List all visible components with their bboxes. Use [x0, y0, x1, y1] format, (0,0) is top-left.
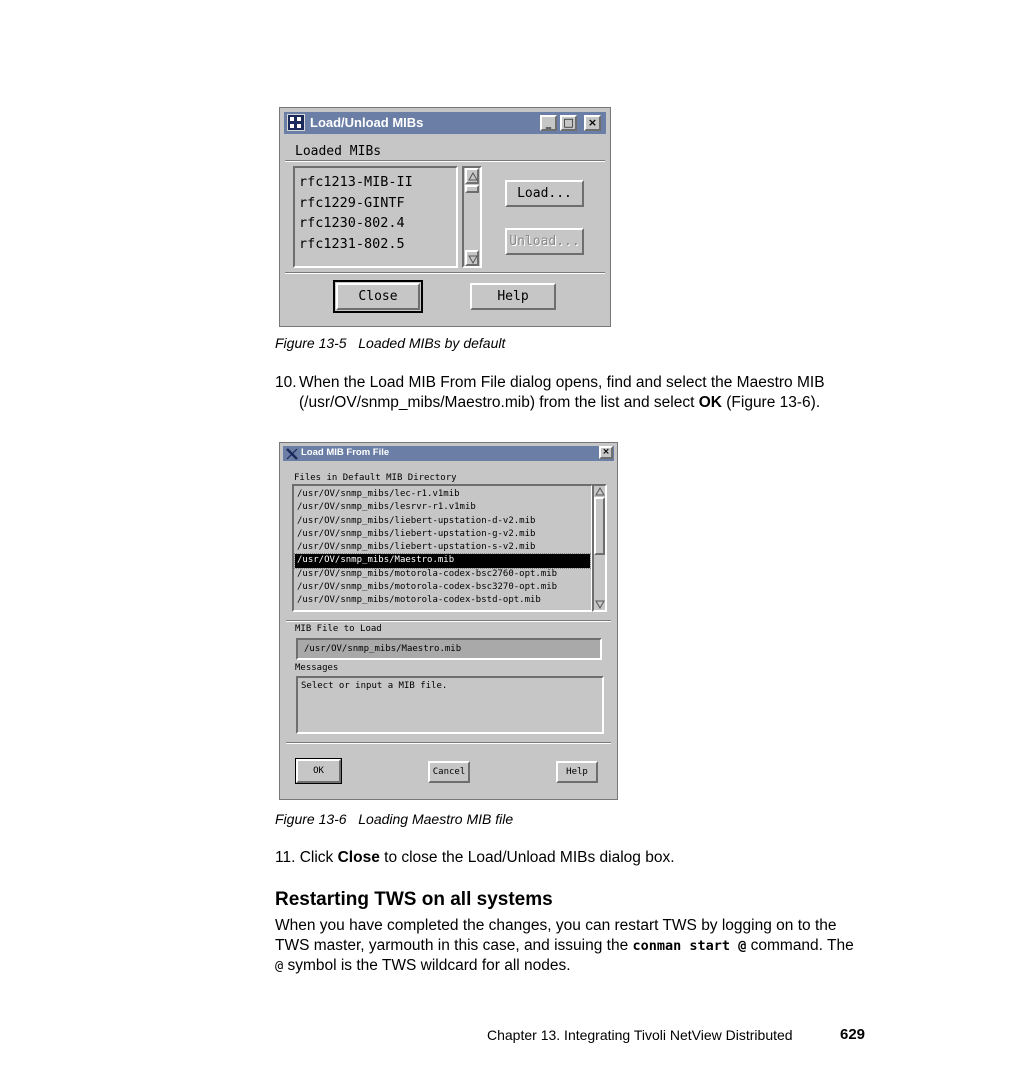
section-paragraph [275, 916, 860, 976]
list-item[interactable]: rfc1229-GINTF [299, 194, 405, 211]
title-bar[interactable] [284, 112, 606, 134]
scroll-down-button[interactable] [465, 250, 479, 266]
step-text: When the Load MIB From File dialog opens, find and select the Maestro MIB (/usr/OV/snmp_mibs/Maestro.mib) from the list and select [299, 374, 825, 411]
maximize-button[interactable] [560, 115, 577, 131]
list-item[interactable]: rfc1231-802.5 [299, 235, 405, 252]
close-icon: × [602, 447, 610, 457]
minimize-button[interactable] [540, 115, 557, 131]
mib-file-label: MIB File to Load [295, 624, 382, 634]
load-mib-from-file-window [279, 442, 618, 800]
window-title: Load MIB From File [301, 447, 390, 458]
group-divider-top [285, 160, 605, 162]
list-item[interactable]: rfc1213-MIB-II [299, 174, 413, 190]
divider-bottom [286, 742, 611, 744]
para-text: symbol is the TWS wildcard for all nodes. [283, 957, 571, 974]
arrow-up-icon [595, 487, 605, 496]
list-item[interactable]: /usr/OV/snmp_mibs/motorola-codex-bstd-opt.mib [297, 595, 541, 606]
unload-button[interactable]: Unload... [505, 228, 584, 255]
step-number: 10. [275, 374, 297, 391]
para-text: command. The [746, 937, 854, 954]
loaded-mibs-label: Loaded MIBs [295, 144, 382, 159]
window-title: Load/Unload MIBs [310, 115, 424, 130]
inline-code: @ [275, 958, 284, 974]
group-divider-bottom [285, 272, 605, 274]
help-button[interactable]: Help [470, 283, 556, 310]
list-item[interactable]: /usr/OV/snmp_mibs/Maestro.mib [295, 554, 590, 567]
scroll-up-button[interactable] [465, 168, 479, 184]
load-unload-mibs-window [279, 107, 611, 327]
step-text-end: (Figure 13-6). [721, 394, 821, 411]
footer-chapter: Chapter 13. Integrating Tivoli NetView Distributed [487, 1027, 793, 1043]
app-icon [287, 114, 305, 131]
close-icon: × [587, 116, 598, 129]
ok-button[interactable]: OK [296, 759, 341, 783]
close-window-button[interactable] [584, 115, 601, 131]
help-button[interactable]: Help [556, 761, 598, 783]
cancel-button[interactable]: Cancel [428, 761, 470, 783]
list-item[interactable]: /usr/OV/snmp_mibs/liebert-upstation-s-v2.mib [297, 542, 536, 553]
arrow-up-icon [468, 172, 478, 182]
maximize-icon: □ [563, 116, 574, 129]
mib-file-list[interactable] [292, 484, 593, 612]
figure-caption-13-6: Figure 13-6 Loading Maestro MIB file [275, 811, 514, 827]
step-bold: Close [337, 849, 380, 866]
footer-page-number: 629 [840, 1026, 866, 1043]
x-logo-icon [286, 448, 298, 460]
list-item[interactable]: /usr/OV/snmp_mibs/motorola-codex-bsc2760-opt.mib [297, 568, 558, 579]
mib-file-input[interactable]: /usr/OV/snmp_mibs/Maestro.mib [296, 638, 602, 660]
load-button[interactable]: Load... [505, 180, 584, 207]
messages-label: Messages [295, 663, 339, 673]
figure-caption-13-5: Figure 13-5 Loaded MIBs by default [275, 335, 506, 351]
close-button-focus-ring [333, 280, 423, 313]
step-11 [275, 848, 875, 868]
file-list-scrollbar[interactable] [592, 484, 607, 612]
step-text-end: to close the Load/Unload MIBs dialog box. [379, 849, 675, 866]
files-label: Files in Default MIB Directory [294, 473, 457, 483]
scroll-thumb[interactable] [465, 185, 479, 193]
inline-code: conman start @ [632, 938, 747, 954]
step-number: 11. [275, 849, 296, 866]
list-item[interactable]: /usr/OV/snmp_mibs/motorola-codex-bsc3270-opt.mib [297, 582, 558, 593]
messages-box: Select or input a MIB file. [296, 676, 604, 734]
list-item[interactable]: rfc1230-802.4 [299, 215, 405, 231]
list-scrollbar[interactable] [462, 166, 482, 268]
section-heading: Restarting TWS on all systems [275, 889, 553, 910]
list-item[interactable]: /usr/OV/snmp_mibs/liebert-upstation-d-v2.mib [297, 515, 536, 526]
divider [286, 620, 611, 622]
title-bar[interactable] [283, 446, 614, 461]
close-button[interactable]: Close [336, 283, 420, 310]
step-10 [275, 373, 875, 413]
list-item[interactable]: /usr/OV/snmp_mibs/lec-r1.v1mib [297, 489, 460, 499]
step-bold: OK [698, 394, 722, 411]
arrow-down-icon [595, 600, 605, 609]
minimize-icon: _ [545, 116, 552, 129]
step-text: Click [299, 849, 338, 866]
scroll-thumb[interactable] [594, 497, 605, 555]
loaded-mibs-list[interactable] [293, 166, 458, 268]
arrow-down-icon [468, 254, 478, 264]
close-window-button[interactable] [599, 446, 613, 459]
para-text: When you have completed the changes, you can restart TWS by logging on to the TWS master, yarmouth in this case, and issuing the [275, 917, 837, 954]
list-item[interactable]: /usr/OV/snmp_mibs/lesrvr-r1.v1mib [297, 502, 476, 513]
list-item[interactable]: /usr/OV/snmp_mibs/liebert-upstation-g-v2.mib [297, 528, 536, 539]
